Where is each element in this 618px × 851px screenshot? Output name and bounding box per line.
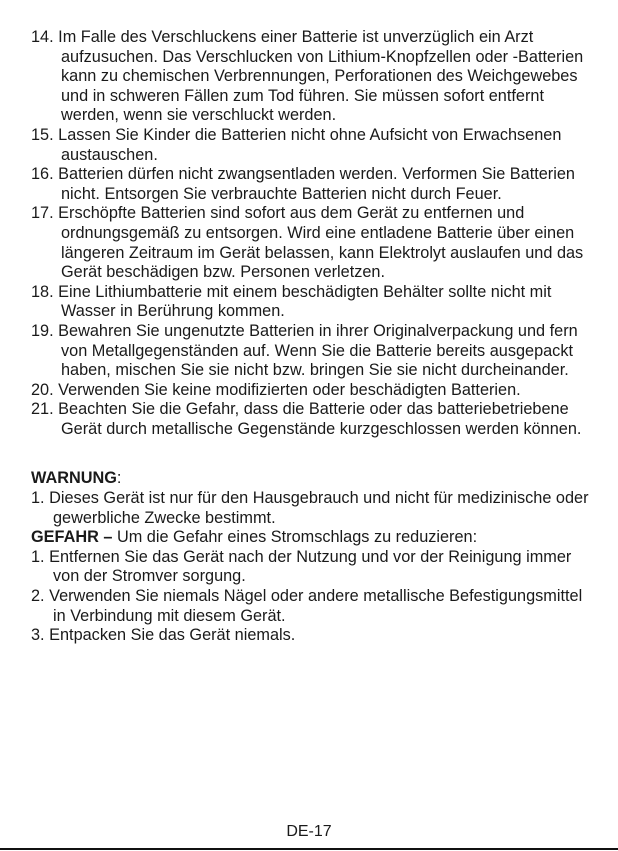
item-text: Beachten Sie die Gefahr, dass die Batterie oder das batteriebetriebene Gerät durch metallische Gegenstände kurzgeschlossen werden können. <box>58 400 582 438</box>
item-text: Verwenden Sie keine modifizierten oder beschädigten Batterien. <box>58 380 521 399</box>
item-text: Lassen Sie Kinder die Batterien nicht ohne Aufsicht von Erwachsenen austauschen. <box>58 125 562 164</box>
warning-label: WARNUNG <box>31 469 117 488</box>
item-number: 18. <box>31 282 54 301</box>
item-text: Im Falle des Verschluckens einer Batterie ist unverzüglich ein Arzt aufzusuchen. Das Verschlucken von Lithium-Knopfzellen oder -Batterien kann zu chemischen Verbrennungen, Perforationen des Weichgewebes und in schweren Fällen zum Tod führen. Sie müssen sofort entfernt werden, wenn sie verschluckt werden. <box>58 28 584 125</box>
list-item <box>31 381 591 401</box>
item-text: Entfernen Sie das Gerät nach der Nutzung und vor der Reinigung immer von der Stromver sorgung. <box>49 547 572 586</box>
item-number: 17. <box>31 204 54 223</box>
list-item <box>31 28 591 126</box>
item-number: 21. <box>31 400 54 419</box>
item-number: 14. <box>31 28 54 46</box>
item-number: 19. <box>31 321 54 340</box>
danger-text: Um die Gefahr eines Stromschlags zu reduzieren: <box>116 528 478 547</box>
item-number: 15. <box>31 125 54 144</box>
list-item <box>31 283 591 322</box>
page-number: DE-17 <box>286 823 332 840</box>
item-text: Eine Lithiumbatterie mit einem beschädigten Behälter sollte nicht mit Wasser in Berührung kommen. <box>58 282 552 321</box>
document-body <box>31 28 591 646</box>
battery-safety-list <box>31 28 591 439</box>
section-spacer <box>31 439 591 469</box>
item-text: Entpacken Sie das Gerät niemals. <box>49 626 296 645</box>
warning-colon: : <box>116 469 122 488</box>
list-item <box>31 126 591 165</box>
item-text: Bewahren Sie ungenutzte Batterien in ihrer Originalverpackung und fern von Metallgegenständen auf. Wenn Sie die Batterie bereits ausgepackt haben, mischen Sie sie nicht bzw. bringen Sie sie nicht durcheinander. <box>58 321 578 380</box>
bottom-divider <box>0 848 618 850</box>
danger-item <box>31 587 591 626</box>
item-number: 2. <box>31 587 45 606</box>
list-item <box>31 400 591 439</box>
item-number: 1. <box>31 547 45 566</box>
item-text: Batterien dürfen nicht zwangsentladen werden. Verformen Sie Batterien nicht. Entsorgen Sie verbrauchte Batterien nicht durch Feuer. <box>58 165 575 203</box>
danger-item <box>31 548 591 587</box>
danger-heading <box>31 528 591 548</box>
list-item <box>31 204 591 282</box>
danger-label: GEFAHR – <box>31 528 113 547</box>
item-number: 16. <box>31 165 54 184</box>
warning-item <box>31 489 591 528</box>
list-item <box>31 165 591 204</box>
item-text: Erschöpfte Batterien sind sofort aus dem Gerät zu entfernen und ordnungsgemäß zu entsorgen. Wird eine entladene Batterie über einen längeren Zeitraum im Gerät belassen, kann Elektrolyt auslaufen und das Gerät beschädigen bzw. Personen verletzen. <box>58 204 584 282</box>
item-number: 3. <box>31 626 45 645</box>
danger-item <box>31 626 591 646</box>
item-number: 1. <box>31 489 45 508</box>
item-number: 20. <box>31 380 54 399</box>
item-text: Dieses Gerät ist nur für den Hausgebrauch und nicht für medizinische oder gewerbliche Zwecke bestimmt. <box>49 489 589 527</box>
item-text: Verwenden Sie niemals Nägel oder andere metallische Befestigungsmittel in Verbindung mit diesem Gerät. <box>49 587 583 625</box>
warning-heading <box>31 469 591 489</box>
list-item <box>31 322 591 381</box>
